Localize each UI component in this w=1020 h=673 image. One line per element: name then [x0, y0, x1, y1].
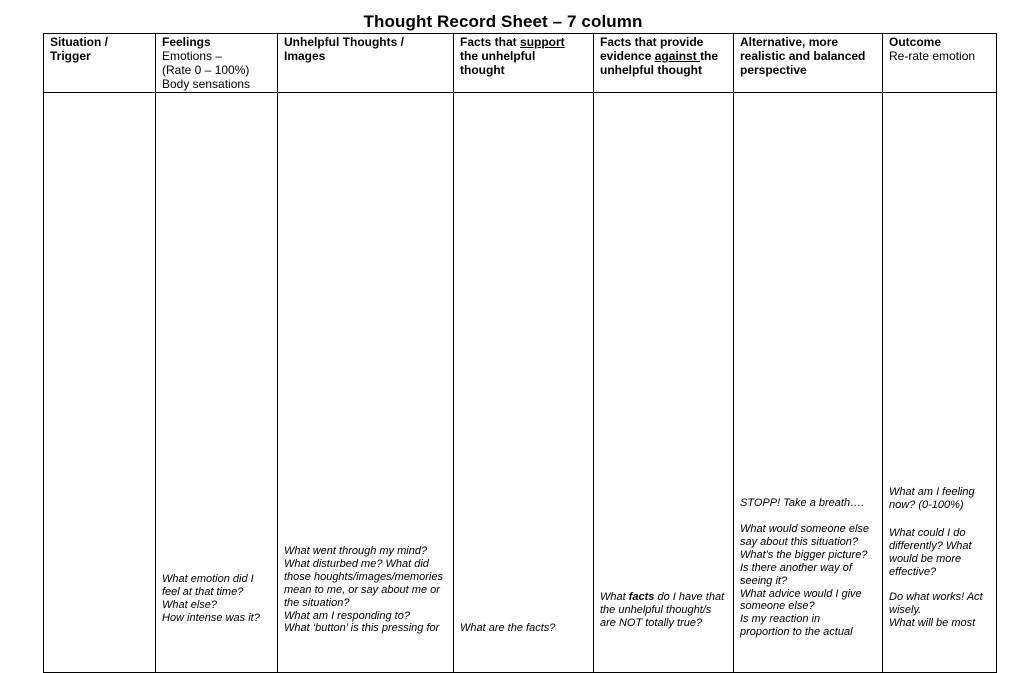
column-divider	[733, 33, 734, 673]
column-divider	[453, 33, 454, 673]
prompt-stopp: STOPP! Take a breath….	[740, 497, 865, 509]
column-divider	[593, 33, 594, 673]
column-divider	[277, 33, 278, 673]
prompt-facts-support: What are the facts?	[460, 622, 556, 634]
header-unhelpful-thoughts: Unhelpful Thoughts / Images	[284, 35, 404, 63]
page-title: Thought Record Sheet – 7 column	[363, 12, 643, 31]
header-feelings: Feelings Emotions – (Rate 0 – 100%) Body sensations	[162, 35, 251, 91]
header-alternative-perspective: Alternative, more realistic and balanced perspective	[740, 35, 866, 77]
prompt-alternative-perspective: What would someone else say about this situation? What's the bigger picture? Is there another way of seeing it? What advice would I give someone else? Is my reaction in proportion to the actual	[740, 523, 870, 639]
prompt-outcome-act-wisely: Do what works! Act wisely. What will be most	[889, 591, 983, 629]
prompt-outcome-feeling: What am I feeling now? (0-100%)	[889, 486, 975, 511]
header-row-divider	[43, 92, 997, 93]
header-facts-against: Facts that provide evidence against the unhelpful thought	[600, 35, 719, 77]
prompt-facts-against: What facts do I have that the unhelpful thought/s are NOT totally true?	[600, 591, 725, 629]
header-situation-trigger: Situation / Trigger	[50, 35, 108, 63]
header-outcome: Outcome Re-rate emotion	[889, 35, 976, 63]
prompt-feelings: What emotion did I feel at that time? What else? How intense was it?	[162, 573, 260, 624]
header-facts-support: Facts that support the unhelpful thought	[460, 35, 565, 77]
prompt-unhelpful-thoughts: What went through my mind? What disturbed me? What did those houghts/images/memories mean to me, or say about me or the situation? What am I responding to? What ‘button’ is this pressing for	[284, 545, 443, 635]
column-divider	[155, 33, 156, 673]
column-divider	[882, 33, 883, 673]
prompt-outcome-differently: What could I do differently? What would be more effective?	[889, 527, 972, 578]
